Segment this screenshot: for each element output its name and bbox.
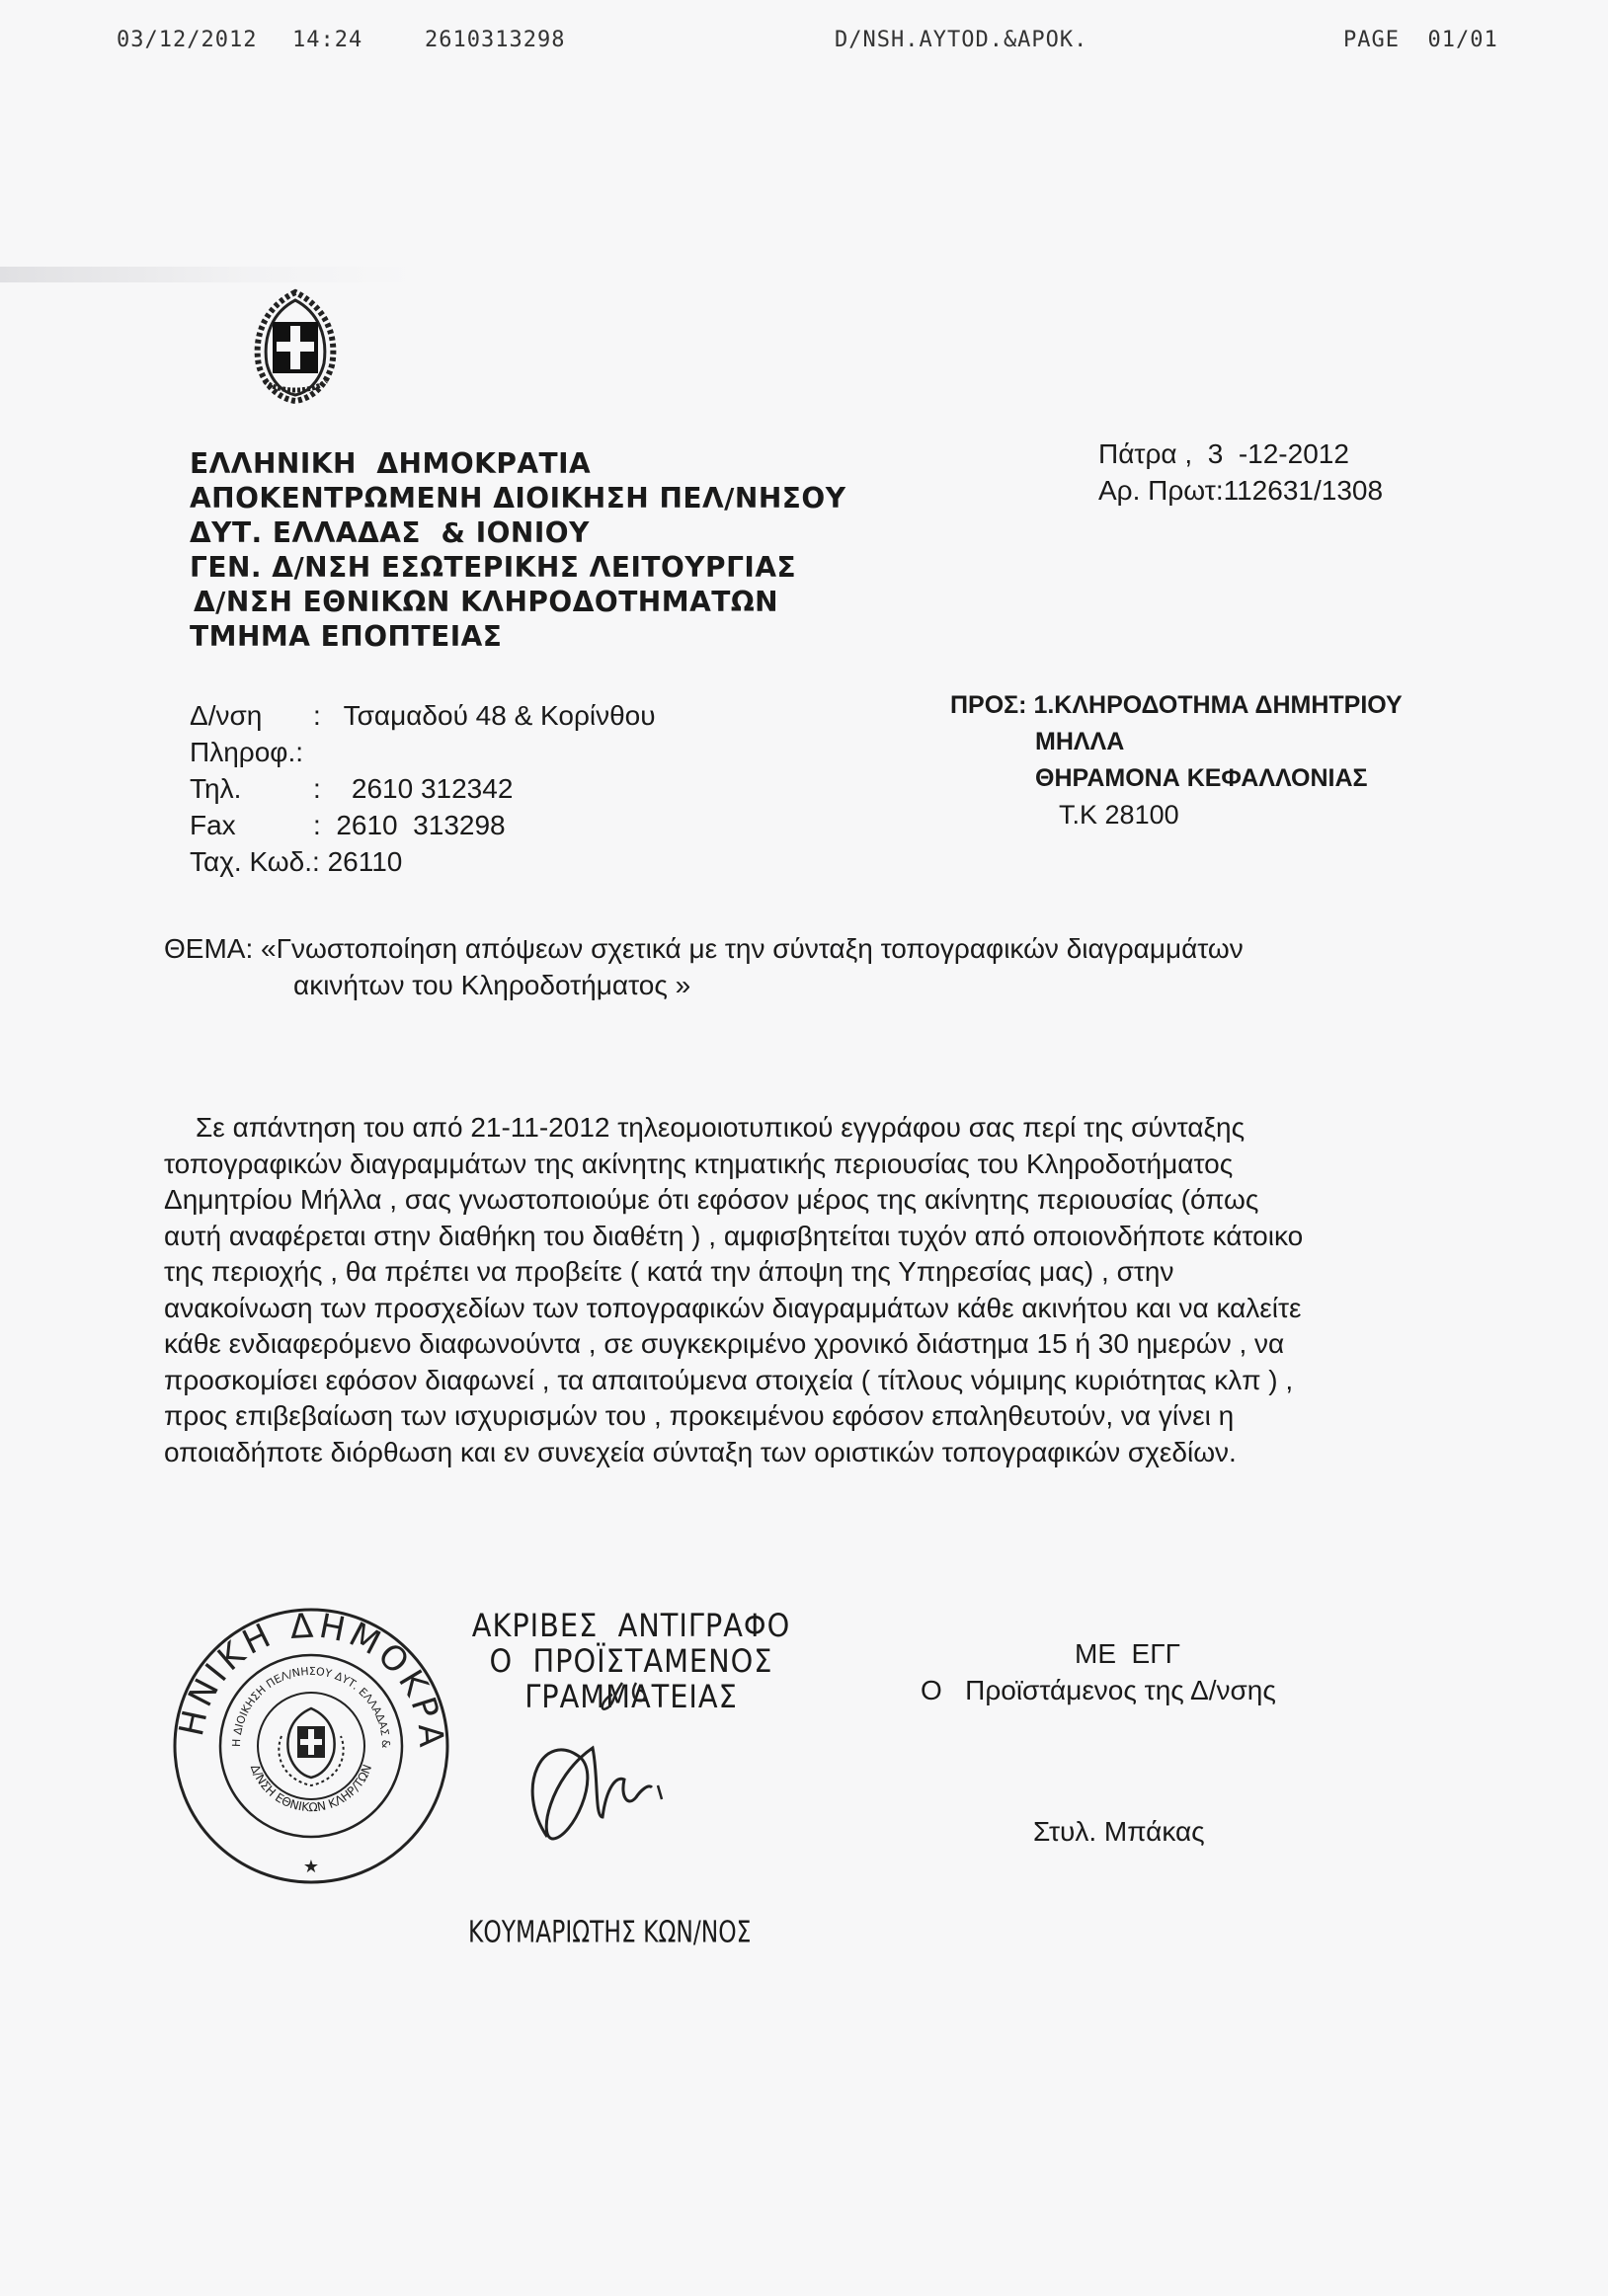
scan-smudge — [0, 267, 415, 282]
round-official-stamp — [163, 1598, 459, 1894]
authority-line: ΓΕΝ. Δ/ΝΣΗ ΕΣΩΤΕΡΙΚΗΣ ΛΕΙΤΟΥΡΓΙΑΣ — [190, 551, 797, 584]
fax-value: : 2610 313298 — [313, 810, 506, 840]
fax-number: 2610313298 — [425, 28, 566, 52]
signature-line: Ο Προϊστάμενος της Δ/νσης — [921, 1675, 1276, 1705]
certified-copy-line: ΑΚΡΙΒΕΣ ΑΝΤΙΓΡΑΦΟ — [471, 1607, 791, 1644]
fax-label: Fax — [190, 810, 236, 840]
body-line: αυτή αναφέρεται στην διαθήκη του διαθέτη ) , αμφισβητείται τυχόν από οποιονδήποτε κάτοικο — [164, 1220, 1304, 1251]
authority-block — [190, 446, 861, 654]
certified-copy-name: ΚΟΥΜΑΡΙΩΤΗΣ ΚΩΝ/ΝΟΣ — [468, 1916, 752, 1950]
body-line: ανακοίνωση των προσχεδίων των τοπογραφικών διαγραμμάτων κάθε ακινήτου και να καλείτε — [164, 1292, 1302, 1323]
subject-label: ΘΕΜΑ: — [164, 933, 254, 964]
fax-sender: D/NSH.AYTOD.&APOK. — [835, 28, 1088, 52]
fax-time: 14:24 — [292, 28, 363, 52]
body-line: Δημητρίου Μήλλα , σας γνωστοποιούμε ότι εφόσον μέρος της ακίνητης περιουσίας (όπως — [164, 1184, 1259, 1215]
authority-line: ΕΛΛΗΝΙΚΗ ΔΗΜΟΚΡΑΤΙΑ — [190, 447, 592, 480]
postal-label: Ταχ. Κωδ.: 26110 — [190, 846, 403, 877]
phone-value: : 2610 312342 — [313, 773, 514, 804]
subject-line: ακινήτων του Κληροδοτήματος » — [293, 970, 691, 1000]
subject-block — [164, 930, 1507, 1003]
info-row — [190, 734, 743, 770]
phone-label: Τηλ. — [190, 773, 242, 804]
signature-block — [921, 1635, 1395, 1850]
signatory-name: Στυλ. Μπάκας — [1033, 1816, 1205, 1847]
certified-copy-line: ΓΡΑΜΜΑΤΕΙΑΣ — [524, 1678, 738, 1715]
protocol-number: Αρ. Πρωτ:112631/1308 — [1098, 475, 1384, 506]
stamp-inner-text: Η ΔΙΟΙΚΗΣΗ ΠΕΛ/ΝΗΣΟΥ ΔΥΤ. ΕΛΛΑΔΑΣ & — [229, 1664, 393, 1749]
body-line: οποιαδήποτε διόρθωση και εν συνεχεία σύνταξη των οριστικών τοπογραφικών σχεδίων. — [164, 1436, 1237, 1467]
contact-block — [190, 697, 743, 880]
signature-line: ΜΕ ΕΓΓ — [1075, 1638, 1181, 1669]
authority-line: ΑΠΟΚΕΝΤΡΩΜΕΝΗ ΔΙΟΙΚΗΣΗ ΠΕΛ/ΝΗΣΟΥ — [190, 482, 846, 515]
address-label: Δ/νση — [190, 700, 263, 731]
recipient-line: ΘΗΡΑΜΟΝΑ ΚΕΦΑΛΛΟΝΙΑΣ — [1035, 764, 1368, 792]
phone-row — [190, 770, 743, 807]
recipient-line: ΠΡΟΣ: 1.ΚΛΗΡΟΔΟΤΗΜΑ ΔΗΜΗΤΡΙΟΥ — [950, 691, 1403, 719]
authority-line: ΤΜΗΜΑ ΕΠΟΠΤΕΙΑΣ — [190, 620, 503, 653]
subject-row — [164, 930, 1507, 967]
stamp-emblem — [279, 1708, 343, 1785]
body-paragraph — [164, 1110, 1497, 1470]
recipient-line: Τ.Κ 28100 — [1059, 800, 1179, 830]
postal-row — [190, 843, 743, 880]
fax-page: PAGE 01/01 — [1343, 28, 1498, 52]
svg-text:Δ/ΝΣΗ ΕΘΝΙΚΩΝ ΚΛΗΡ/ΤΩΝ — [248, 1763, 374, 1814]
fax-header — [117, 28, 1509, 57]
svg-text:★: ★ — [302, 1857, 320, 1877]
stamp-bottom-text: Δ/ΝΣΗ ΕΘΝΙΚΩΝ ΚΛΗΡ/ΤΩΝ — [247, 1762, 375, 1815]
recipient-block — [950, 687, 1503, 833]
info-label: Πληροφ.: — [190, 737, 304, 767]
body-line: προσκομίσει εφόσον διαφωνεί , τα απαιτούμενα στοιχεία ( τίτλους νόμιμης κυριότητας κλπ ) , — [164, 1364, 1294, 1395]
address-value: : Τσαμαδού 48 & Κορίνθου — [313, 700, 656, 731]
subject-line: «Γνωστοποίηση απόψεων σχετικά με την σύνταξη τοπογραφικών διαγραμμάτων — [261, 933, 1244, 964]
body-line: Σε απάντηση του από 21-11-2012 τηλεομοιοτυπικού εγγράφου σας περί της σύνταξης — [196, 1112, 1246, 1143]
body-line: κάθε ενδιαφερόμενο διαφωνούντα , σε συγκεκριμένο χρονικό διάστημα 15 ή 30 ημερών , να — [164, 1328, 1285, 1359]
fax-row — [190, 807, 743, 843]
authority-line: ΔΥΤ. ΕΛΛΑΔΑΣ & ΙΟΝΙΟΥ — [190, 516, 590, 549]
stamp-outer-text: ΗΝΙΚΗ ΔΗΜΟΚΡΑ — [171, 1606, 451, 1753]
fax-date: 03/12/2012 — [117, 28, 258, 52]
coat-of-arms-emblem — [237, 286, 354, 405]
recipient-line: ΜΗΛΛΑ — [1035, 728, 1125, 755]
place-date: Πάτρα , 3 -12-2012 — [1098, 438, 1349, 469]
body-line: τοπογραφικών διαγραμμάτων της ακίνητης κτηματικής περιουσίας του Κληροδοτήματος — [164, 1148, 1234, 1179]
authority-line: Δ/ΝΣΗ ΕΘΝΙΚΩΝ ΚΛΗΡΟΔΟΤΗΜΑΤΩΝ — [194, 586, 779, 618]
handwritten-signature-left — [504, 1669, 711, 1876]
body-line: της περιοχής , θα πρέπει να προβείτε ( κατά την άποψη της Υπηρεσίας μας) , στην — [164, 1256, 1174, 1287]
body-line: προς επιβεβαίωση των ισχυρισμών του , προκειμένου εφόσον επαληθευτούν, να γίνει η — [164, 1400, 1235, 1431]
certified-copy-line: Ο ΠΡΟΪΣΤΑΜΕΝΟΣ — [489, 1642, 773, 1680]
address-row — [190, 697, 743, 734]
